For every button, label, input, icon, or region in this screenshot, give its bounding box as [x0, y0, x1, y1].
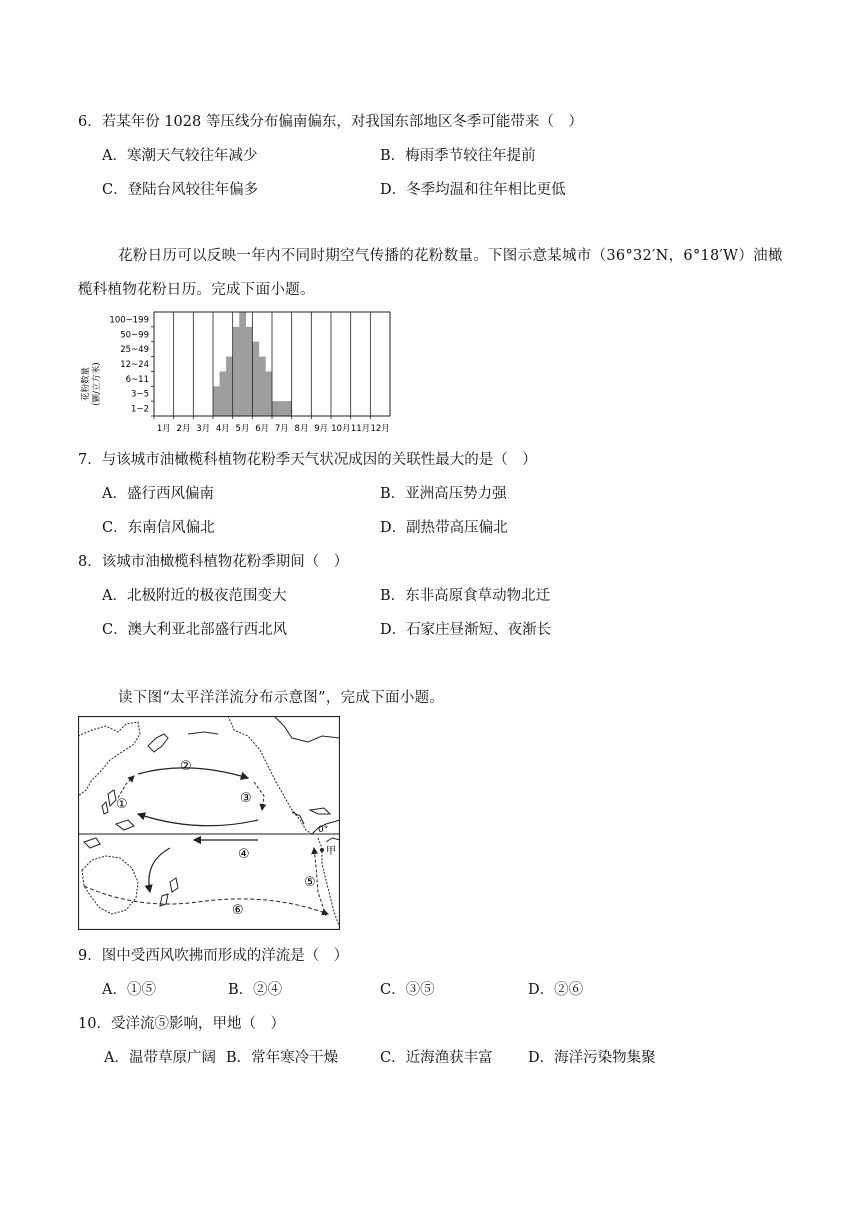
q6-option-a: A．寒潮天气较往年减少	[102, 148, 258, 164]
q9-option-b: B．②④	[228, 982, 283, 998]
q7-option-a: A．盛行西风偏南	[102, 486, 214, 502]
q6-option-b: B．梅雨季节较往年提前	[380, 148, 536, 164]
q10-option-c: C．近海渔获丰富	[380, 1050, 493, 1066]
y-tick-label: 3~5	[131, 389, 149, 400]
pollen-bar	[239, 312, 246, 416]
y-tick-label: 50~99	[120, 330, 149, 341]
x-tick-label: 5月	[235, 424, 250, 434]
q9-option-d: D．②⑥	[528, 982, 584, 998]
pollen-bar	[220, 371, 227, 416]
current-label-5: ⑤	[304, 875, 316, 890]
q9-stem: 9．图中受西风吹拂而形成的洋流是（ ）	[78, 948, 349, 964]
current-label-2: ②	[180, 759, 192, 774]
x-tick-label: 3月	[196, 424, 211, 434]
pollen-bar	[226, 357, 233, 416]
q6-option-d: D．冬季均温和往年相比更低	[380, 182, 566, 198]
q7-option-c: C．东南信风偏北	[102, 520, 215, 536]
q6-stem: 6．若某年份 1028 等压线分布偏南偏东，对我国东部地区冬季可能带来（ ）	[78, 114, 583, 130]
y-tick-label: 25~49	[120, 345, 149, 356]
equator-label: 0°	[318, 825, 329, 835]
q10-option-a: A．温带草原广阔	[104, 1050, 216, 1066]
y-tick-label: 12~24	[120, 360, 149, 370]
q10-stem: 10．受洋流⑤影响，甲地（ ）	[78, 1016, 285, 1032]
x-tick-label: 10月	[331, 424, 351, 434]
x-tick-label: 6月	[255, 424, 270, 434]
q8-option-c: C．澳大利亚北部盛行西北风	[102, 622, 288, 638]
place-jia-label: 甲	[326, 846, 336, 857]
pacific-currents-map	[78, 716, 340, 930]
current-label-3: ③	[240, 791, 252, 806]
pollen-bar	[246, 327, 253, 416]
pollen-bar	[259, 357, 266, 416]
x-tick-label: 12月	[370, 424, 390, 434]
q8-option-d: D．石家庄昼渐短、夜渐长	[380, 622, 552, 638]
x-tick-label: 8月	[294, 424, 309, 434]
pollen-ylabel-line2: (颗/立方米)	[92, 362, 102, 406]
current-label-1: ①	[116, 797, 128, 812]
y-tick-label: 1~2	[131, 404, 149, 415]
x-tick-label: 2月	[176, 424, 191, 434]
current-label-4: ④	[238, 847, 250, 862]
intro-map: 读下图“太平洋洋流分布示意图”，完成下面小题。	[118, 690, 445, 706]
q8-option-a: A．北极附近的极夜范围变大	[102, 588, 287, 604]
q6-option-c: C．登陆台风较往年偏多	[102, 182, 259, 198]
pollen-ylabel-line1: 花粉数量	[81, 366, 91, 402]
pollen-bar	[285, 401, 292, 416]
pollen-bar	[252, 342, 259, 416]
pollen-bar	[213, 386, 220, 416]
place-jia-dot	[320, 848, 324, 852]
intro-paragraph-line2: 榄科植物花粉日历。完成下面小题。	[78, 282, 315, 298]
pollen-bar	[279, 401, 286, 416]
q10-option-d: D．海洋污染物集聚	[528, 1050, 656, 1066]
current-label-6: ⑥	[232, 903, 244, 918]
q7-stem: 7．与该城市油橄榄科植物花粉季天气状况成因的关联性最大的是（ ）	[78, 452, 537, 468]
pollen-bar	[272, 401, 279, 416]
q9-option-c: C．③⑤	[380, 982, 435, 998]
pollen-calendar-chart	[76, 306, 400, 438]
q7-option-d: D．副热带高压偏北	[380, 520, 508, 536]
pollen-bar	[265, 371, 272, 416]
pollen-bar	[233, 327, 240, 416]
x-tick-label: 1月	[156, 424, 171, 434]
q7-option-b: B．亚洲高压势力强	[380, 486, 507, 502]
q8-option-b: B．东非高原食草动物北迁	[380, 588, 551, 604]
x-tick-label: 7月	[274, 424, 289, 434]
x-tick-label: 11月	[350, 424, 371, 434]
q10-option-b: B．常年寒冷干燥	[226, 1050, 339, 1066]
y-tick-label: 6~11	[125, 374, 149, 385]
x-tick-label: 4月	[215, 424, 230, 434]
x-tick-label: 9月	[314, 424, 329, 434]
q8-stem: 8．该城市油橄榄科植物花粉季期间（ ）	[78, 554, 349, 570]
y-tick-label: 100~199	[109, 315, 149, 326]
intro-paragraph-line1: 花粉日历可以反映一年内不同时期空气传播的花粉数量。下图示意某城市（36°32′N，6°18′W）油橄	[118, 248, 783, 264]
q9-option-a: A．①⑤	[102, 982, 156, 998]
